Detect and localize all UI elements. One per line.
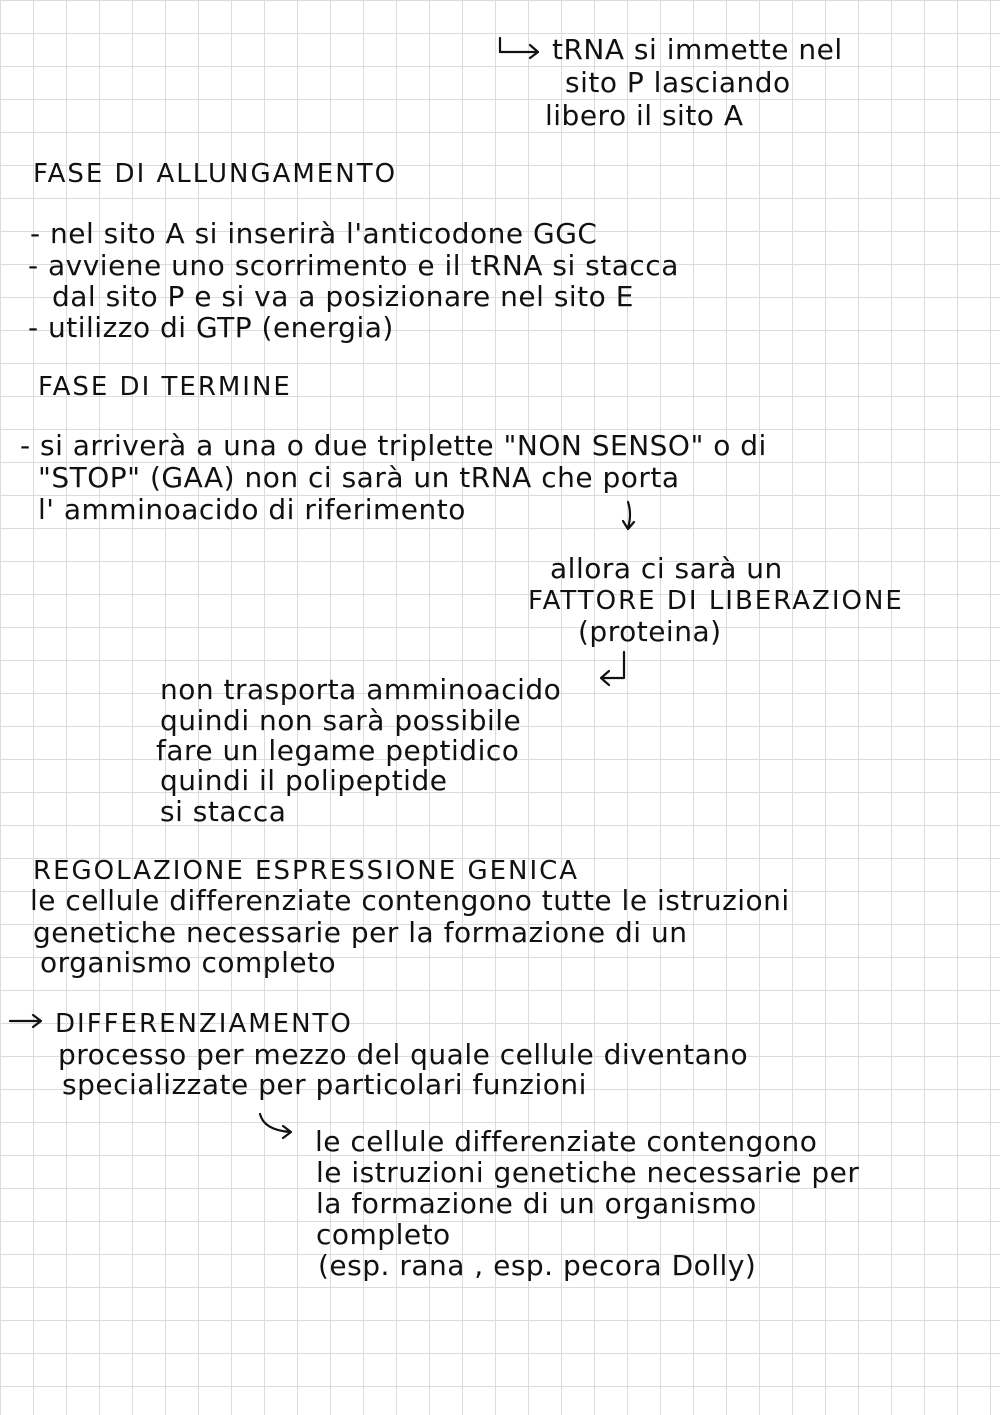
elongation-line-1: - nel sito A si inserirà l'anticodone GGC — [30, 217, 598, 250]
arrow-right-icon — [8, 1012, 46, 1030]
arrow-down-icon — [620, 500, 640, 534]
regulation-line-3: organismo completo — [40, 946, 337, 979]
sub-line-3: la formazione di un organismo — [316, 1187, 757, 1220]
termination-line-3: l' amminoacido di riferimento — [38, 493, 466, 526]
top-note-line-1: tRNA si immette nel — [552, 33, 843, 66]
release-line-3: (proteina) — [578, 615, 722, 648]
differentiation-line-2: specializzate per particolari funzioni — [62, 1068, 587, 1101]
sub-line-5: (esp. rana , esp. pecora Dolly) — [318, 1249, 757, 1282]
arrow-left-hook-icon — [596, 650, 632, 690]
termination-line-1: - si arriverà a una o due triplette "NON SENSO" o di — [20, 429, 767, 462]
arrow-right-hook-icon — [498, 36, 544, 60]
regulation-line-1: le cellule differenziate contengono tutte le istruzioni — [30, 884, 790, 917]
result-line-3: fare un legame peptidico — [156, 734, 520, 767]
result-line-1: non trasporta amminoacido — [160, 673, 562, 706]
elongation-line-3: dal sito P e si va a posizionare nel sito E — [52, 280, 634, 313]
regulation-title: REGOLAZIONE ESPRESSIONE GENICA — [33, 856, 580, 886]
elongation-title: FASE DI ALLUNGAMENTO — [33, 159, 398, 189]
sub-line-2: le istruzioni genetiche necessarie per — [316, 1156, 860, 1189]
differentiation-title: DIFFERENZIAMENTO — [55, 1009, 353, 1039]
sub-line-4: completo — [316, 1218, 451, 1251]
result-line-4: quindi il polipeptide — [160, 764, 448, 797]
differentiation-line-1: processo per mezzo del quale cellule diventano — [58, 1038, 749, 1071]
termination-line-2: "STOP" (GAA) non ci sarà un tRNA che porta — [38, 461, 680, 494]
top-note-line-2: sito P lasciando — [565, 66, 791, 99]
release-line-2: FATTORE DI LIBERAZIONE — [528, 586, 904, 616]
regulation-line-2: genetiche necessarie per la formazione di un — [33, 916, 688, 949]
termination-title: FASE DI TERMINE — [38, 372, 292, 402]
result-line-5: si stacca — [160, 795, 287, 828]
release-line-1: allora ci sarà un — [550, 552, 783, 585]
top-note-line-3: libero il sito A — [545, 99, 744, 132]
elongation-line-4: - utilizzo di GTP (energia) — [28, 311, 394, 344]
arrow-down-right-icon — [256, 1112, 298, 1142]
elongation-line-2: - avviene uno scorrimento e il tRNA si stacca — [28, 249, 679, 282]
result-line-2: quindi non sarà possibile — [160, 704, 522, 737]
sub-line-1: le cellule differenziate contengono — [315, 1125, 818, 1158]
